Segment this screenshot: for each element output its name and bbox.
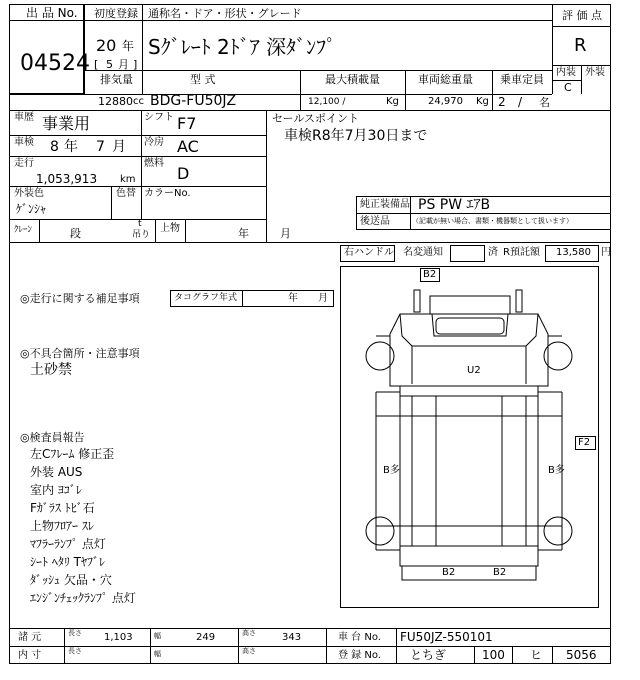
aftermarket-note: （記載が無い場合、書類・機器類として扱います） (412, 217, 573, 225)
damage-mark-b2-top: B2 (423, 269, 437, 280)
top-year-unit: 年 (238, 227, 249, 240)
damage-mark-b2-bottom-left: B2 (442, 567, 456, 578)
driving-notes-label: ◎走行に関する補足事項 (20, 292, 140, 305)
damage-mark-f2: F2 (578, 437, 591, 448)
color-code-label: カラーNo. (144, 188, 191, 199)
exterior-label: 外装 (585, 67, 605, 78)
inspection-year-unit: 年 (64, 139, 78, 155)
inner-dims-label: 内 寸 (18, 650, 42, 661)
crane-label: ｸﾚｰﾝ (14, 225, 33, 235)
inspection-month: 7 (96, 139, 105, 155)
reg-month: 5 (106, 58, 113, 71)
color-change-label: 色替 (116, 188, 136, 199)
capacity-value: 2 (498, 95, 506, 109)
name-label: 通称名・ドア・形状・グレード (148, 7, 302, 20)
inner-height-label: 高さ (242, 647, 256, 655)
displacement-unit: cc (133, 96, 144, 107)
fuel-label: 燃料 (144, 158, 164, 169)
height-value: 343 (282, 632, 302, 643)
chassis-value: FU50JZ-550101 (400, 630, 493, 644)
damage-mark-b-left: B多 (383, 465, 400, 476)
damage-mark-b-right: B多 (548, 465, 565, 476)
crane-steps-unit: 段 (70, 227, 81, 240)
inspector-item: ｼｰﾄ ﾍﾀﾘ Tﾔﾌﾞﾚ (30, 555, 105, 569)
truck-diagram (340, 266, 599, 608)
tachograph-month-unit: 月 (318, 293, 328, 304)
model-name: Sｸﾞﾚｰﾄ 2ﾄﾞｱ 深ﾀﾞﾝﾌﾟ (148, 35, 337, 59)
exterior-color-value: ｹﾞﾝｼｬ (16, 202, 47, 216)
damage-mark-u2: U2 (467, 365, 481, 376)
inspection-month-unit: 月 (112, 139, 126, 155)
max-load-label: 最大積載量 (325, 73, 380, 86)
tachograph-year-unit: 年 (288, 293, 298, 304)
right-handle-label: 右ハンドル (344, 247, 394, 258)
gross-weight-label: 車両総重量 (418, 73, 473, 86)
inspector-item: ﾏﾌﾗｰﾗﾝﾌﾟ 点灯 (30, 537, 106, 551)
gross-weight-unit: Kg (476, 96, 489, 107)
recycle-fee-value: 13,580 (556, 247, 591, 258)
reg-year: 20 (96, 36, 117, 55)
inspector-item: 外装 AUS (30, 465, 83, 479)
shift-label: シフト (144, 112, 174, 123)
width-value: 249 (196, 632, 216, 643)
top-month-unit: 月 (280, 227, 291, 240)
interior-score: C (564, 81, 572, 94)
ac-value: AC (177, 137, 199, 156)
sales-point-label: セールスポイント (272, 112, 360, 125)
score-value: R (574, 35, 587, 56)
aftermarket-label: 後送品 (360, 216, 390, 227)
recycle-fee-label: R預託額 (503, 247, 540, 258)
height-label: 高さ (242, 629, 256, 637)
max-load-value: 12,100 / (308, 97, 346, 107)
shift-value: F7 (177, 114, 197, 133)
top-label: 上物 (160, 223, 180, 234)
reg-class: 100 (482, 648, 505, 662)
sales-point-text: 車検R8年7月30日まで (284, 128, 428, 144)
inspector-item: 左Cﾌﾚｰﾑ 修正歪 (30, 447, 115, 461)
reg-no-label: 登 録 No. (338, 650, 381, 661)
width-label: 幅 (154, 632, 161, 640)
equipment-value: PS PW ｴｱB (418, 197, 491, 213)
reg-year-unit: 年 (122, 39, 135, 53)
length-label: 長さ (68, 629, 82, 637)
ac-label: 冷房 (144, 137, 164, 148)
length-value: 1,103 (104, 632, 133, 643)
recycle-done-label: 済 (488, 247, 498, 258)
capacity-label: 乗車定員 (500, 73, 544, 86)
inspector-item: ﾀﾞｯｼｭ 欠品・穴 (30, 573, 112, 587)
displacement-label: 排気量 (100, 73, 133, 86)
displacement-value: 12880 (98, 95, 133, 108)
mileage-value: 1,053,913 (36, 172, 98, 186)
name-change-box (450, 245, 485, 262)
defects-label: ◎不具合箇所・注意事項 (20, 347, 140, 360)
max-load-unit: Kg (386, 96, 399, 107)
equipment-label: 純正装備品 (360, 199, 410, 210)
inspector-item: 上物ﾌﾛｱｰ ｽﾚ (30, 519, 94, 533)
exterior-color-label: 外装色 (14, 188, 44, 199)
capacity-sep: / (518, 95, 523, 109)
inspector-item: Fｶﾞﾗｽ ﾄﾋﾞ石 (30, 501, 95, 515)
interior-label: 内装 (556, 67, 576, 78)
reg-area: とちぎ (410, 648, 447, 662)
fuel-value: D (177, 164, 190, 183)
inspector-label: ◎検査員報告 (20, 431, 85, 444)
lot-label: 出 品 No. (26, 6, 78, 20)
first-reg-label: 初度登録 (94, 7, 138, 20)
inner-width-label: 幅 (154, 650, 161, 658)
tachograph-label: タコグラフ年式 (174, 293, 238, 303)
model-value: BDG-FU50JZ (150, 93, 237, 109)
crane-t-unit: t (138, 219, 142, 229)
reg-kana: ヒ (530, 648, 543, 662)
recycle-fee-unit: 円 (601, 247, 611, 258)
gross-weight-value: 24,970 (428, 96, 463, 107)
crane-hang-unit: 吊り (132, 230, 151, 240)
inspector-item: 室内 ﾖｺﾞﾚ (30, 483, 82, 497)
history-value: 事業用 (42, 114, 91, 133)
mileage-unit: km (120, 174, 136, 185)
score-label: 評 価 点 (562, 9, 602, 22)
inspector-item: ｴﾝｼﾞﾝﾁｪｯｸﾗﾝﾌﾟ 点灯 (30, 591, 136, 605)
chassis-label: 車 台 No. (338, 632, 381, 643)
mileage-label: 走行 (14, 158, 34, 169)
history-label: 車歴 (14, 112, 34, 123)
damage-mark-b2-bottom-right: B2 (493, 567, 507, 578)
lot-number: 04524 (20, 51, 90, 76)
inspection-label: 車検 (14, 137, 34, 148)
reg-month-unit: 月 (118, 58, 129, 71)
inspection-year: 8 (50, 139, 59, 155)
defect-item: 土砂禁 (30, 362, 72, 378)
inner-length-label: 長さ (68, 647, 82, 655)
reg-number: 5056 (566, 648, 597, 662)
capacity-unit: 名 (539, 96, 550, 109)
model-label: 型 式 (190, 73, 216, 86)
dims-label: 諸 元 (18, 632, 42, 643)
name-change-label: 名変通知 (403, 247, 443, 258)
